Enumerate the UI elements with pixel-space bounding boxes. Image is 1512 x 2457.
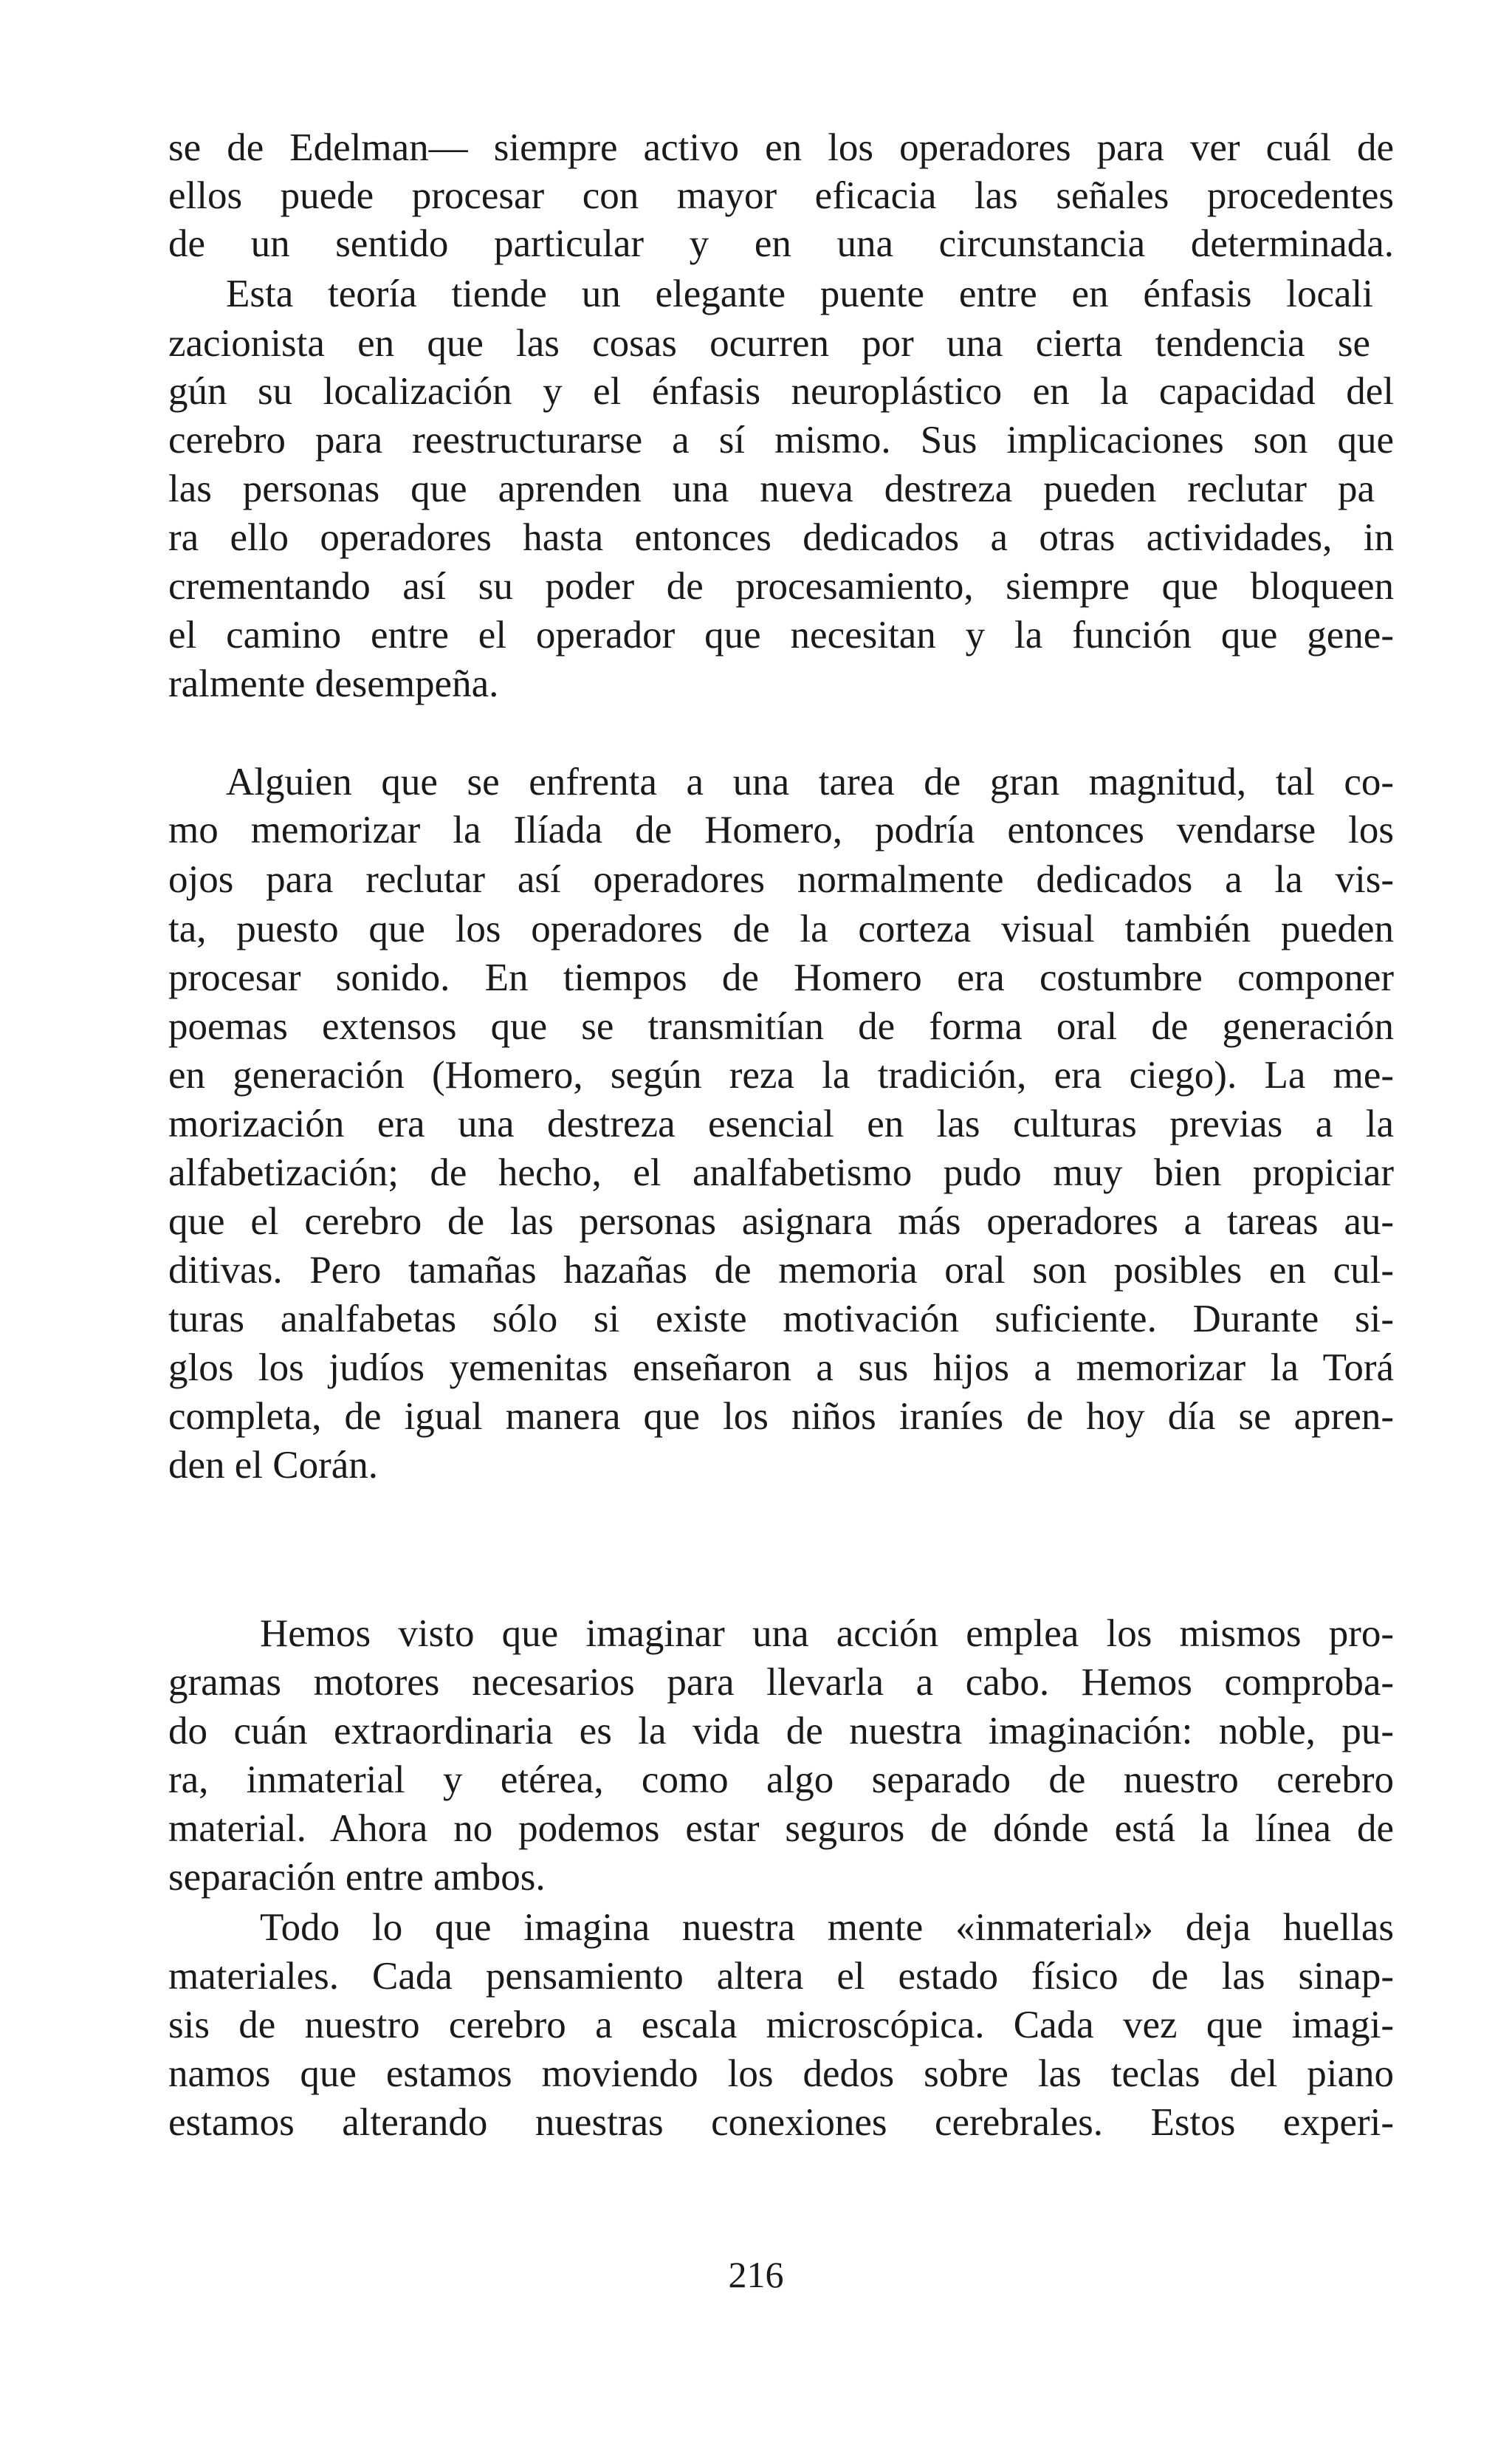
text-line: ditivas. Pero tamañas hazañas de memoria oral son posibles en cul- (168, 1249, 1394, 1292)
text-line: Esta teoría tiende un elegante puente entre en énfasis locali (226, 273, 1373, 315)
text-line: Alguien que se enfrenta a una tarea de gran magnitud, tal co- (226, 761, 1394, 803)
text-line: ralmente desempeña. (168, 662, 499, 705)
text-line: turas analfabetas sólo si existe motivación suficiente. Durante si- (168, 1298, 1394, 1340)
text-line: el camino entre el operador que necesitan y la función que gene- (168, 614, 1394, 657)
text-line: den el Corán. (168, 1444, 379, 1487)
text-line: separación entre ambos. (168, 1856, 546, 1899)
text-line: Todo lo que imagina nuestra mente «inmaterial» deja huellas (260, 1906, 1394, 1949)
text-line: materiales. Cada pensamiento altera el estado físico de las sinap- (168, 1955, 1394, 1998)
text-line: namos que estamos moviendo los dedos sobre las teclas del piano (168, 2052, 1394, 2095)
text-line: se de Edelman— siempre activo en los operadores para ver cuál de (168, 126, 1394, 169)
text-line: ra ello operadores hasta entonces dedicados a otras actividades, in (168, 516, 1394, 559)
text-line: do cuán extraordinaria es la vida de nuestra imaginación: noble, pu- (168, 1710, 1394, 1752)
text-line: ta, puesto que los operadores de la corteza visual también pueden (168, 908, 1394, 950)
text-line: Hemos visto que imaginar una acción emplea los mismos pro- (260, 1612, 1394, 1655)
text-line: gún su localización y el énfasis neuroplástico en la capacidad del (168, 370, 1394, 413)
text-line: de un sentido particular y en una circunstancia determinada. (168, 222, 1394, 265)
page-number: 216 (728, 2254, 784, 2295)
text-line: en generación (Homero, según reza la tradición, era ciego). La me- (168, 1054, 1394, 1097)
text-line: cerebro para reestructurarse a sí mismo. Sus implicaciones son que (168, 419, 1394, 462)
text-line: morización era una destreza esencial en las culturas previas a la (168, 1103, 1394, 1145)
text-line: las personas que aprenden una nueva destreza pueden reclutar pa (168, 467, 1375, 510)
text-line: zacionista en que las cosas ocurren por una cierta tendencia se (168, 322, 1370, 365)
text-line: gramas motores necesarios para llevarla a cabo. Hemos comproba- (168, 1661, 1394, 1704)
text-line: ellos puede procesar con mayor eficacia las señales procedentes (168, 174, 1394, 217)
text-line: estamos alterando nuestras conexiones cerebrales. Estos experi- (168, 2101, 1394, 2144)
text-line: material. Ahora no podemos estar seguros de dónde está la línea de (168, 1807, 1394, 1850)
text-line: ojos para reclutar así operadores normalmente dedicados a la vis- (168, 858, 1394, 901)
text-line: que el cerebro de las personas asignara más operadores a tareas au- (168, 1200, 1394, 1243)
text-line: mo memorizar la Ilíada de Homero, podría entonces vendarse los (168, 809, 1394, 851)
text-line: ra, inmaterial y etérea, como algo separado de nuestro cerebro (168, 1758, 1394, 1801)
text-line: procesar sonido. En tiempos de Homero era costumbre componer (168, 956, 1394, 999)
text-line: poemas extensos que se transmitían de forma oral de generación (168, 1005, 1394, 1048)
text-line: completa, de igual manera que los niños iraníes de hoy día se apren- (168, 1395, 1394, 1438)
text-line: alfabetización; de hecho, el analfabetismo pudo muy bien propiciar (168, 1151, 1394, 1194)
text-line: sis de nuestro cerebro a escala microscópica. Cada vez que imagi- (168, 2004, 1394, 2046)
text-line: crementando así su poder de procesamiento, siempre que bloqueen (168, 565, 1394, 608)
text-line: glos los judíos yemenitas enseñaron a sus hijos a memorizar la Torá (168, 1346, 1394, 1389)
